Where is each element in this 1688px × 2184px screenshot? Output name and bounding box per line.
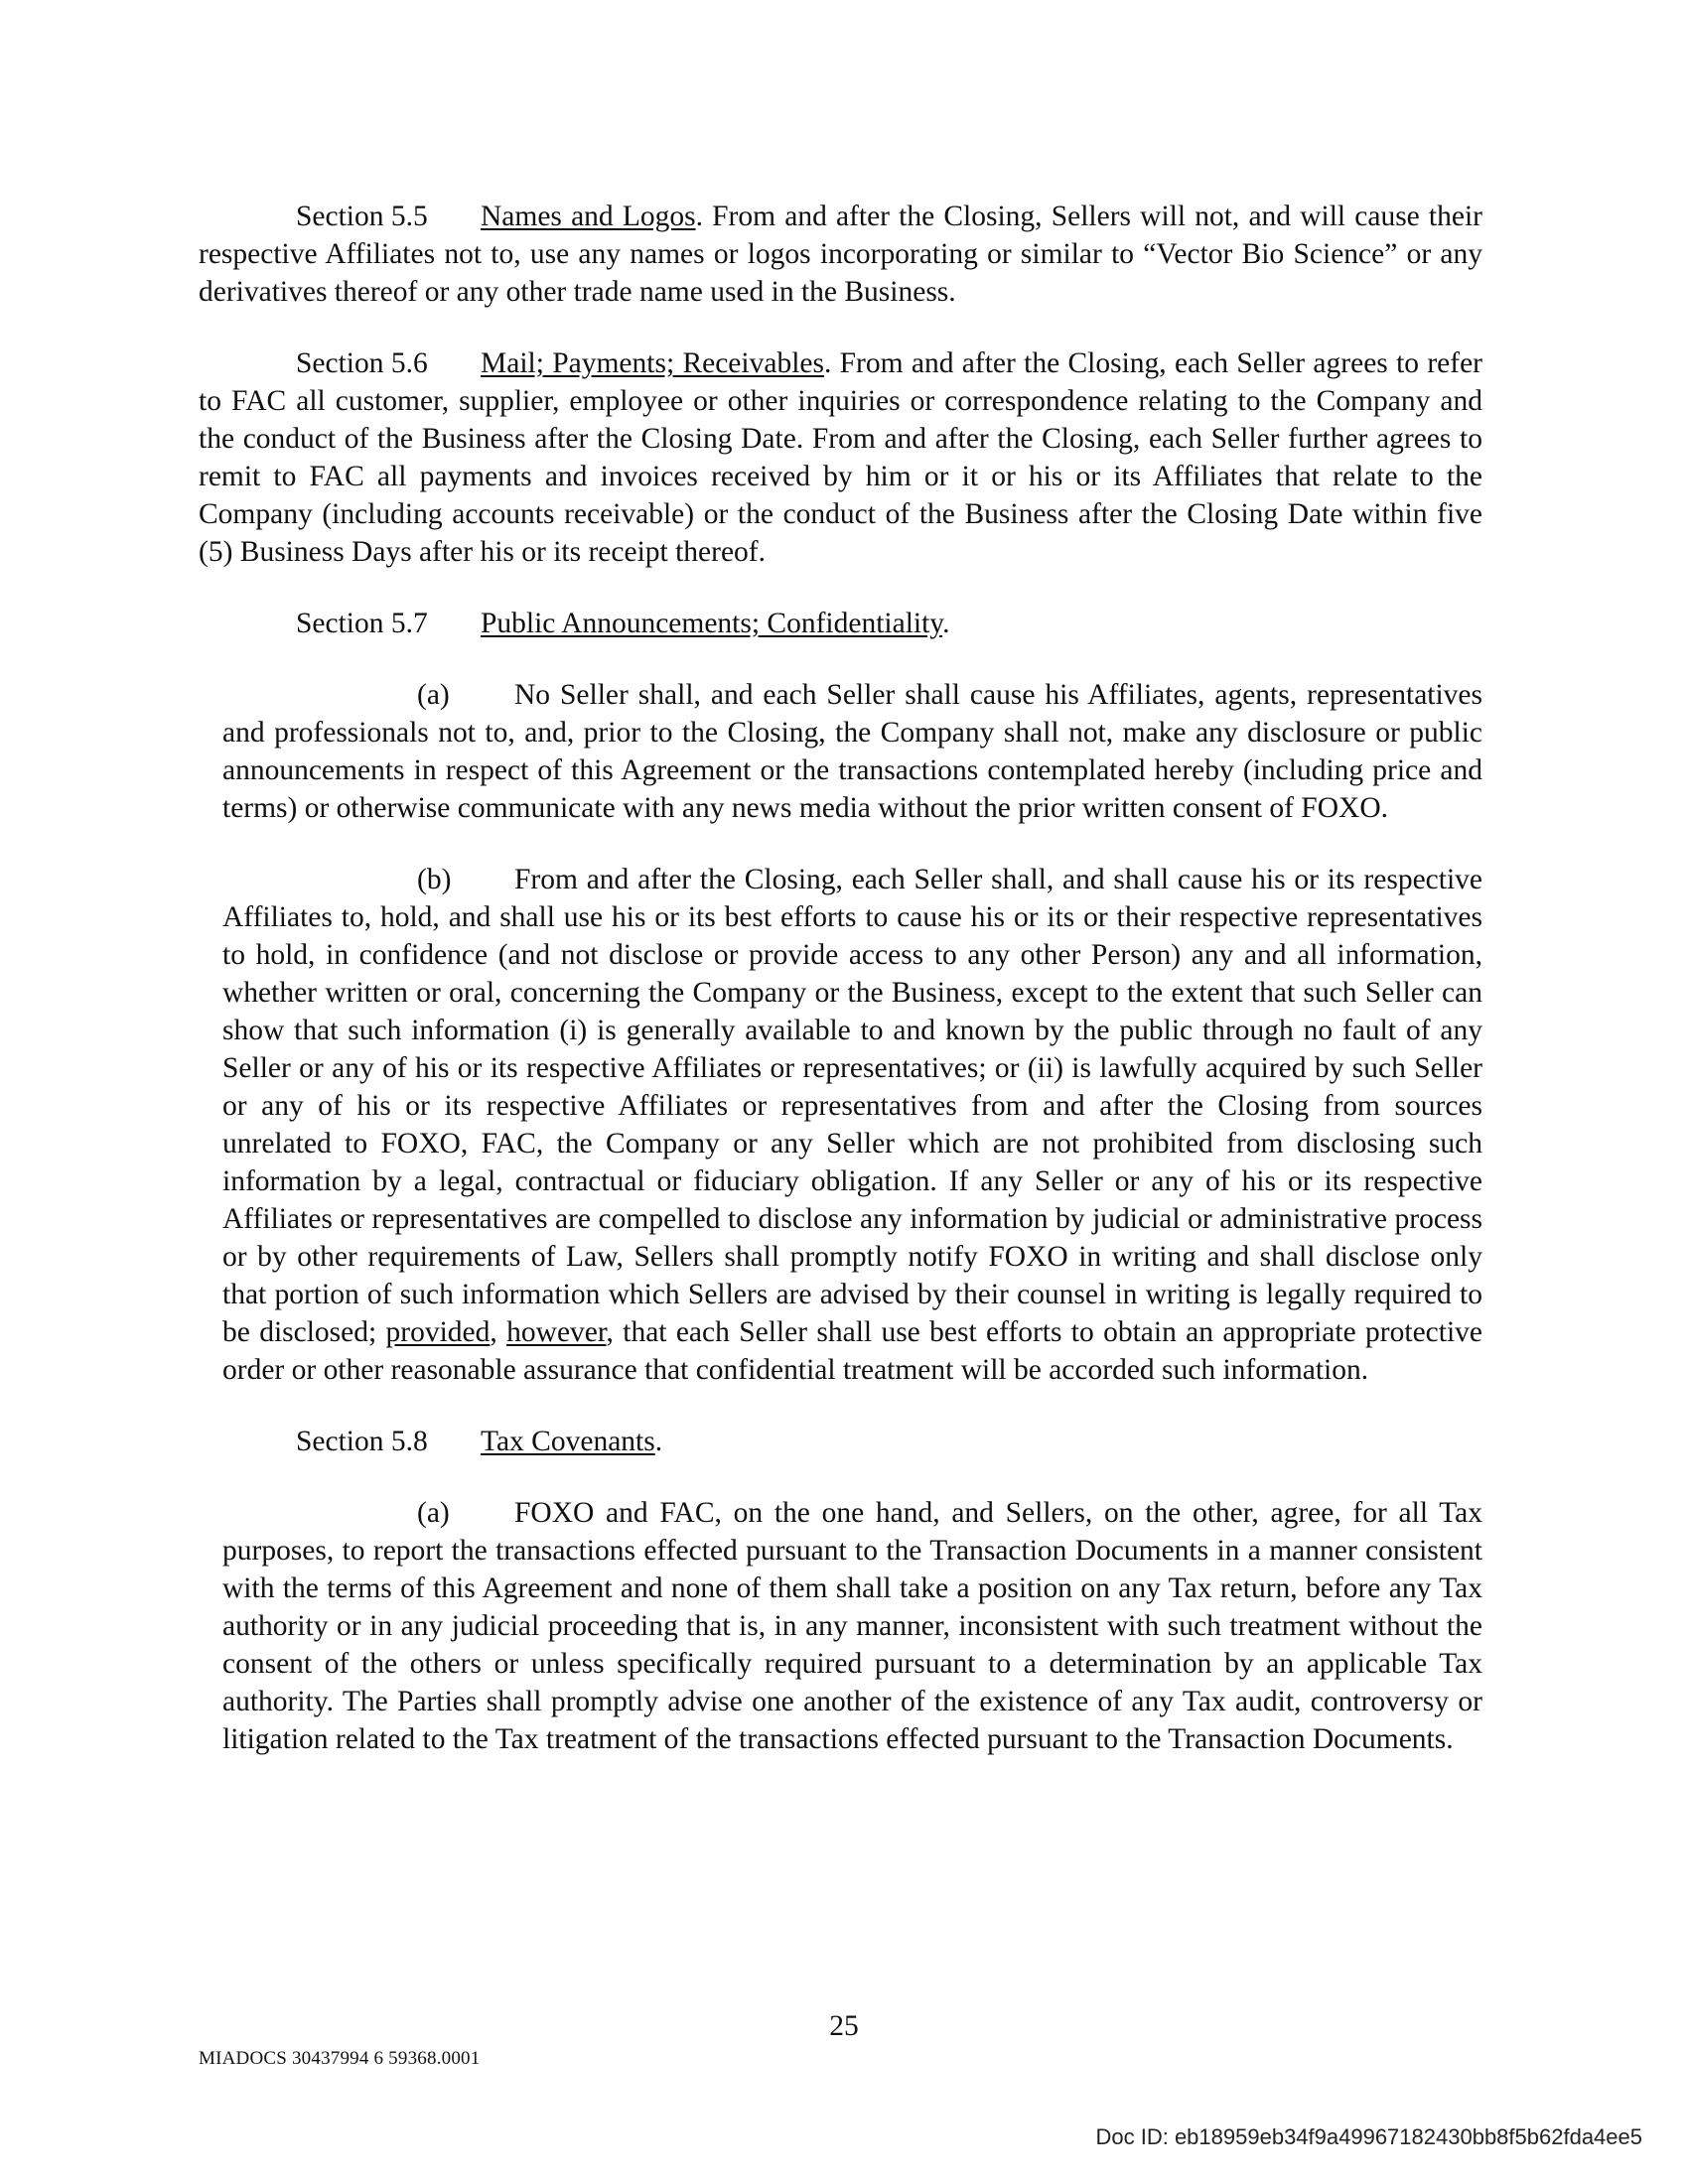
document-reference: MIADOCS 30437994 6 59368.0001: [199, 2048, 481, 2069]
section-5-7-b: [222, 861, 1482, 1389]
subsection-label: (a): [417, 679, 450, 711]
section-title: Tax Covenants: [481, 1426, 655, 1457]
section-title: Names and Logos: [481, 201, 696, 232]
section-5-6: [199, 344, 1482, 571]
section-5-7-heading: [199, 605, 1482, 642]
section-number: Section 5.5: [296, 201, 428, 232]
page-number: 25: [829, 2010, 859, 2042]
section-text: . From and after the Closing, Sellers will not, and will cause their respective Affiliates not to, use any names or logos incorporating or similar to “Vector Bio Science” or any derivatives thereof or any other trade name used in the Business.: [199, 201, 1482, 308]
section-title-suffix: .: [654, 1426, 663, 1457]
subsection-text-end: , that each Seller shall use best efforts to obtain an appropriate protective order or other reasonable assurance that confidential treatment will be accorded such information.: [222, 1316, 1482, 1386]
subsection-text: From and after the Closing, each Seller shall, and shall cause his or its respective Affiliates to, hold, and shall use his or its best efforts to cause his or its or their respective representatives to hold, in confidence (and not disclose or provide access to any other Person) any and all information, whether written or oral, concerning the Company or the Business, except to the extent that such Seller can show that such information (i) is generally available to and known by the public through no fault of any Seller or any of his or its respective Affiliates or representatives; or (ii) is lawfully acquired by such Seller or any of his or its respective Affiliates or representatives from and after the Closing from sources unrelated to FOXO, FAC, the Company or any Seller which are not prohibited from disclosing such information by a legal, contractual or fiduciary obligation. If any Seller or any of his or its respective Affiliates or representatives are compelled to disclose any information by judicial or administrative process or by other requirements of Law, Sellers shall promptly notify FOXO in writing and shall disclose only that portion of such information which Sellers are advised by their counsel in writing is legally required to be disclosed;: [222, 864, 1482, 1348]
section-5-8-a: [222, 1494, 1482, 1758]
provided-term: provided: [385, 1316, 491, 1348]
section-title: Mail; Payments; Receivables: [481, 347, 824, 379]
subsection-label: (b): [417, 864, 452, 895]
section-number: Section 5.8: [296, 1426, 428, 1457]
subsection-text: No Seller shall, and each Seller shall cause his Affiliates, agents, representatives and professionals not to, and, prior to the Closing, the Company shall not, make any disclosure or public announcements in respect of this Agreement or the transactions contemplated hereby (including price and terms) or otherwise communicate with any news media without the prior written consent of FOXO.: [222, 679, 1482, 824]
subsection-text: FOXO and FAC, on the one hand, and Sellers, on the other, agree, for all Tax purposes, to report the transactions effected pursuant to the Transaction Documents in a manner consistent with the terms of this Agreement and none of them shall take a position on any Tax return, before any Tax authority or in any judicial proceeding that is, in any manner, inconsistent with such treatment without the consent of the others or unless specifically required pursuant to a determination by an applicable Tax authority. The Parties shall promptly advise one another of the existence of any Tax audit, controversy or litigation related to the Tax treatment of the transactions effected pursuant to the Transaction Documents.: [222, 1497, 1482, 1755]
document-body: [199, 198, 1482, 1758]
section-5-7-a: [222, 676, 1482, 827]
section-title-suffix: .: [942, 608, 950, 639]
section-number: Section 5.6: [296, 347, 428, 379]
section-text: . From and after the Closing, each Seller agrees to refer to FAC all customer, supplier, employee or other inquiries or correspondence relating to the Company and the conduct of the Business after the Closing Date. From and after the Closing, each Seller further agrees to remit to FAC all payments and invoices received by him or it or his or its Affiliates that relate to the Company (including accounts receivable) or the conduct of the Business after the Closing Date within five (5) Business Days after his or its receipt thereof.: [199, 347, 1482, 568]
separator: ,: [490, 1316, 507, 1348]
subsection-label: (a): [417, 1497, 450, 1529]
however-term: however: [506, 1316, 607, 1348]
section-title: Public Announcements; Confidentiality: [481, 608, 943, 639]
section-number: Section 5.7: [296, 608, 428, 639]
section-5-8-heading: [199, 1423, 1482, 1460]
doc-id: Doc ID: eb18959eb34f9a49967182430bb8f5b62fda4ee5: [1095, 2124, 1642, 2149]
section-5-5: [199, 198, 1482, 311]
